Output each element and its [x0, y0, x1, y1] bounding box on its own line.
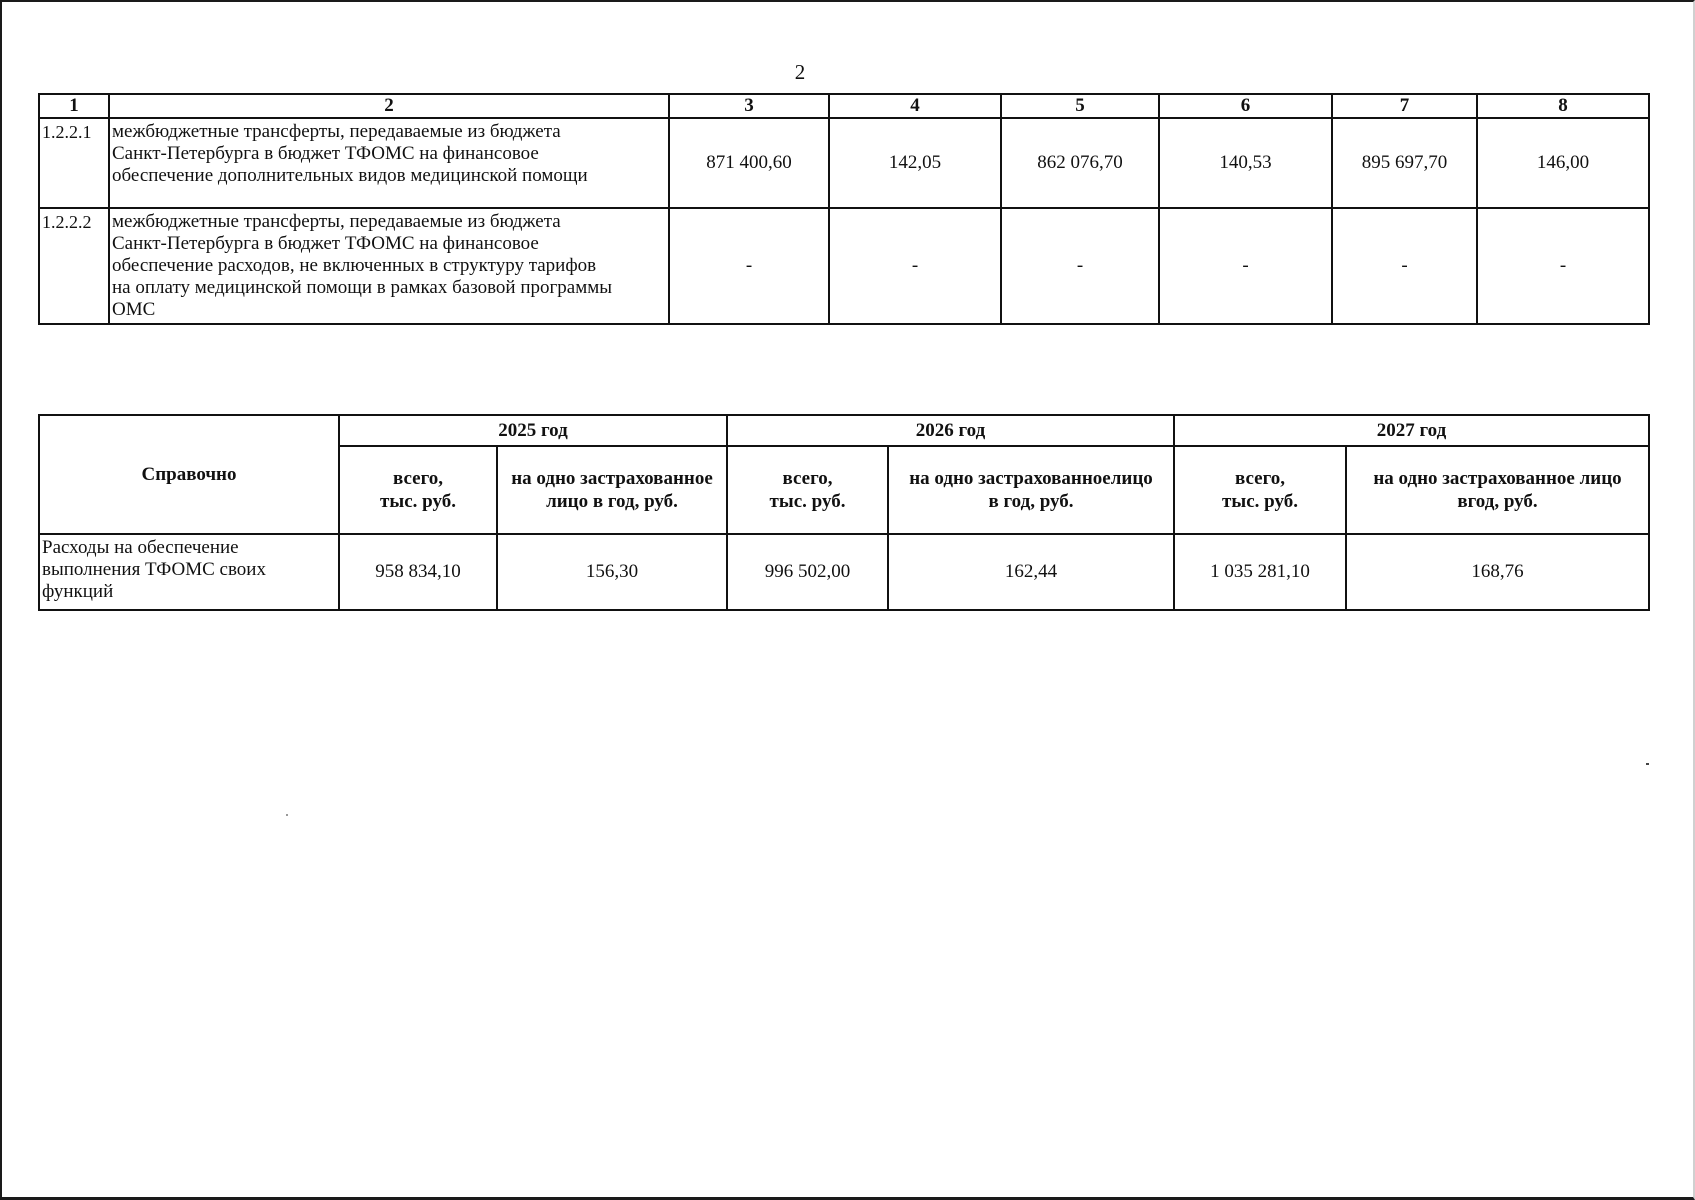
subheader — [888, 446, 1174, 534]
value-cell: 168,76 — [1346, 534, 1649, 610]
description-line: Санкт-Петербурга в бюджет ТФОМС на финансовое — [112, 233, 539, 254]
scan-speck — [286, 814, 288, 816]
subheader-line: всего, — [782, 468, 833, 489]
subheader-line: на одно застрахованное — [511, 468, 713, 489]
column-number: 1 — [39, 94, 109, 118]
description-line: на оплату медицинской помощи в рамках базовой программы — [112, 277, 613, 298]
subheader — [727, 446, 888, 534]
subheader-line: всего, — [393, 468, 443, 489]
row-code: 1.2.2.2 — [39, 208, 109, 324]
value-cell: 156,30 — [497, 534, 727, 610]
column-number: 3 — [669, 94, 829, 118]
scan-speck — [1646, 763, 1649, 765]
value-cell: 871 400,60 — [669, 118, 829, 208]
subheader-line: вгод, руб. — [1457, 491, 1538, 512]
description-line: обеспечение расходов, не включенных в структуру тарифов — [112, 255, 597, 276]
subheader-line: лицо в год, руб. — [546, 491, 678, 512]
subheader-line: тыс. руб. — [380, 491, 456, 512]
value-cell: 162,44 — [888, 534, 1174, 610]
value-cell: 958 834,10 — [339, 534, 497, 610]
page-number: 2 — [794, 60, 806, 84]
subheader-line: всего, — [1235, 468, 1285, 489]
column-number: 4 — [829, 94, 1001, 118]
table-row — [39, 208, 1649, 324]
year-header: 2025 год — [339, 415, 727, 446]
year-header-row — [39, 415, 1649, 446]
subheader-line: в год, руб. — [988, 491, 1074, 512]
value-cell: - — [669, 208, 829, 324]
budget-transfers-table — [38, 93, 1650, 325]
value-cell: 996 502,00 — [727, 534, 888, 610]
description-line: обеспечение дополнительных видов медицинской помощи — [112, 165, 588, 186]
row-code: 1.2.2.1 — [39, 118, 109, 208]
value-cell: - — [829, 208, 1001, 324]
label-line: функций — [42, 581, 114, 602]
value-cell: - — [1159, 208, 1332, 324]
column-number-row — [39, 94, 1649, 118]
description-line: Санкт-Петербурга в бюджет ТФОМС на финансовое — [112, 143, 539, 164]
row-description — [109, 208, 669, 324]
row-label — [39, 534, 339, 610]
row-description — [109, 118, 669, 208]
subheader — [339, 446, 497, 534]
value-cell: - — [1477, 208, 1649, 324]
table-row — [39, 534, 1649, 610]
column-number: 6 — [1159, 94, 1332, 118]
description-line: ОМС — [112, 299, 156, 320]
subheader-line: на одно застрахованноелицо — [909, 468, 1153, 489]
subheader — [497, 446, 727, 534]
description-line: межбюджетные трансферты, передаваемые из бюджета — [112, 121, 561, 142]
subheader-line: тыс. руб. — [1222, 491, 1298, 512]
value-cell: 140,53 — [1159, 118, 1332, 208]
value-cell: 862 076,70 — [1001, 118, 1159, 208]
value-cell: - — [1332, 208, 1477, 324]
column-number: 2 — [109, 94, 669, 118]
subheader — [1346, 446, 1649, 534]
label-line: выполнения ТФОМС своих — [42, 559, 266, 580]
reference-expenses-table — [38, 414, 1650, 611]
year-header: 2026 год — [727, 415, 1174, 446]
subheader-line: тыс. руб. — [769, 491, 846, 512]
reference-corner-label: Справочно — [39, 415, 339, 534]
subheader-line: на одно застрахованное лицо — [1373, 468, 1622, 489]
year-header: 2027 год — [1174, 415, 1649, 446]
value-cell: - — [1001, 208, 1159, 324]
label-line: Расходы на обеспечение — [42, 537, 239, 558]
value-cell: 1 035 281,10 — [1174, 534, 1346, 610]
value-cell: 142,05 — [829, 118, 1001, 208]
value-cell: 895 697,70 — [1332, 118, 1477, 208]
subheader — [1174, 446, 1346, 534]
description-line: межбюджетные трансферты, передаваемые из бюджета — [112, 211, 561, 232]
column-number: 7 — [1332, 94, 1477, 118]
value-cell: 146,00 — [1477, 118, 1649, 208]
column-number: 8 — [1477, 94, 1649, 118]
table-row — [39, 118, 1649, 208]
column-number: 5 — [1001, 94, 1159, 118]
